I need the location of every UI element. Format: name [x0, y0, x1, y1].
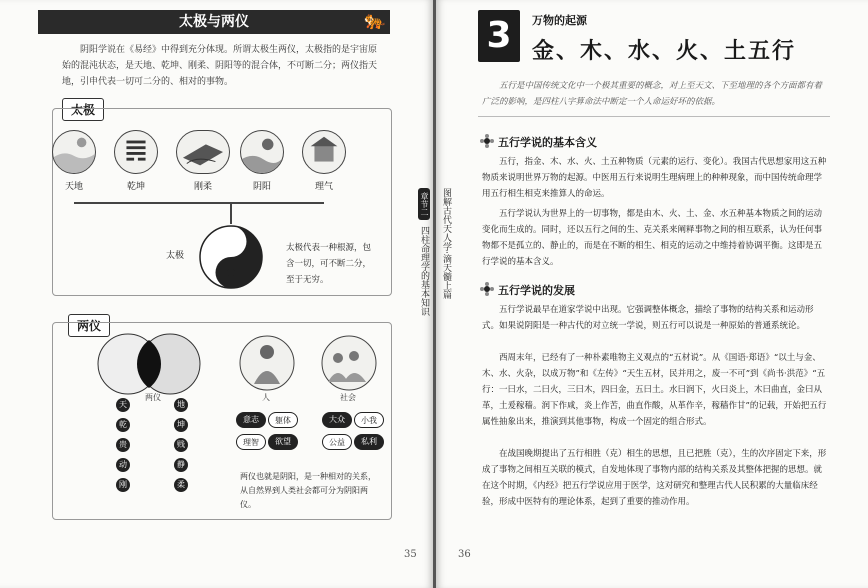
she-tag-4: 私利: [354, 434, 384, 450]
left-col-item-2: 乾: [116, 418, 130, 432]
yinyang-landscape-illustration: [240, 130, 284, 174]
section1-title: 五行学说的基本含义: [498, 136, 597, 149]
taiji-symbol-icon: [198, 224, 264, 290]
ren-tag-1: 意志: [236, 412, 266, 428]
liqi-illustration: [302, 130, 346, 174]
qiankun-illustration: [114, 130, 158, 174]
section2-heading: [480, 282, 575, 298]
she-label: 社会: [340, 393, 356, 402]
liangyi-section-label: 两仪: [68, 314, 110, 337]
she-tag-3: 公益: [322, 434, 352, 450]
circle-label-gangrou: 刚柔: [193, 182, 212, 192]
right-col-item-4: 静: [174, 458, 188, 472]
circle-label-liqi: 理气: [314, 182, 333, 192]
right-col-item-2: 坤: [174, 418, 188, 432]
book-title: 图解古代天人学·滴天髓上篇: [441, 188, 451, 299]
tiandi-illustration: [52, 130, 96, 174]
left-header: 太极与两仪: [38, 10, 390, 34]
section-flower-icon: [480, 134, 494, 148]
ren-tag-3: 理智: [236, 434, 266, 450]
section1-paragraph-2: 五行学说认为世界上的一切事物，都是由木、火、土、金、水五种基本物质之间的运动变化而生成的。同时，还以五行之间的生、克关系来阐释事物之间的相互联系，认为任何事物都不是孤立的、静止的，而是在不断的相生、相克的运动之中维持着协调平衡。这即是五行学说的基本含义。: [482, 209, 823, 267]
liangyi-column-label: 两仪: [145, 393, 161, 402]
she-tag-1: 大众: [322, 412, 352, 428]
right-col-item-1: 地: [174, 398, 188, 412]
liangyi-note: 两仪也就是阴阳，是一种相对的关系，从自然界到人类社会都可分为阴阳两仪。: [240, 472, 376, 509]
gangrou-illustration: [176, 130, 230, 174]
ren-label: 人: [262, 393, 270, 402]
section2-paragraph-2: 西周末年，已经有了一种朴素唯物主义观点的“五材说”。从《国语·郑语》“以土与金、木、水、火杂，以成万物”和《左传》“天生五材，民并用之，废一不可”到《尚书·洪范》“五行：一曰水，二曰火，三曰木，四曰金，五曰土。水曰润下，火曰炎上，木曰曲直，金曰从革，土爰稼穑。润下作咸，炎上作苦，曲直作酸，从革作辛，稼穑作甘”的记载，开始把五行属性抽象出来，推演到其他事物，构成一个固定的组合形式。: [482, 353, 827, 427]
tiger-emblem-right-icon: 🐅: [363, 10, 387, 31]
book-title-strip: [440, 188, 452, 299]
chapter-title: 四柱命理学的基本知识: [419, 226, 429, 316]
intro-divider: [478, 116, 830, 117]
ren-tag-4: 欲望: [268, 434, 298, 450]
chapter-number: 3: [478, 10, 520, 62]
section2-paragraph-3: 在战国晚期提出了五行相胜（克）相生的思想，且已把胜（克），生的次序固定下来，形成了事物之间相互关联的模式，自发地体现了事物内部的结构关系及其整体把握的思想。就在这个时期，《内经》把五行学说应用于医学，这对研究和整理古代人民积累的大量临床经验，形成中医特有的理论体系，起到了重要的推动作用。: [482, 449, 827, 507]
right-col-item-5: 柔: [174, 478, 188, 492]
left-col-item-1: 天: [116, 398, 130, 412]
circle-label-yinyang: 阴阳: [252, 182, 271, 192]
left-intro-paragraph: 阴阳学说在《易经》中得到充分体现。所谓太极生两仪，太极指的是宇宙原始的混沌状态，是天地、乾坤、刚柔、阴阳等的混合体，不可断二分；两仪指天地，引申代表一切可二分的、相对的事物。: [62, 45, 378, 87]
section-flower-icon: [480, 282, 494, 296]
taiji-note: 太极代表一种根源，包含一切，可不断二分，至于无穷。: [286, 243, 372, 285]
section1-heading: [480, 134, 597, 150]
left-col-item-4: 动: [116, 458, 130, 472]
circle-label-qiankun: 乾坤: [126, 182, 145, 192]
taiji-branch-line: [74, 202, 324, 204]
taiji-center-label: 太极: [166, 251, 185, 261]
taiji-stem-line: [230, 202, 232, 224]
section2-paragraph-1: 五行学说最早在道家学说中出现。它强调整体概念，描绘了事物的结构关系和运动形式。如果说阴阳是一种古代的对立统一学说，则五行可以说是一种原始的普通系统论。: [482, 305, 814, 331]
right-page-number: 36: [458, 549, 471, 560]
section1-paragraph-1: 五行，指金、木、水、火、土五种物质（元素的运行、变化）。我国古代思想家用这五种物质来说明世界万物的起源。中医用五行来说明生理病理上的种种现象，而中国传统命理学用五行相生相克来推算人的命运。: [482, 157, 827, 199]
ren-tag-2: 躯体: [268, 412, 298, 428]
person-illustration: [236, 334, 298, 392]
society-illustration: [318, 334, 380, 392]
left-page-number: 35: [404, 549, 417, 560]
right-intro-paragraph: 五行是中国传统文化中一个极其重要的概念，对上至天文、下至地理的各个方面都有着广泛的影响，是四柱八字算命法中断定一个人命运好坏的依据。: [482, 81, 823, 107]
right-subtitle: 万物的起源: [532, 14, 587, 27]
circle-label-tiandi: 天地: [64, 182, 83, 192]
chapter-label: 章节二: [418, 188, 430, 220]
right-title: 金、木、水、火、土五行: [532, 38, 797, 64]
taiji-section-label: 太极: [62, 98, 104, 121]
she-tag-2: 小我: [354, 412, 384, 428]
liangyi-yin-yang-illustration: [96, 332, 202, 396]
left-col-item-3: 贵: [116, 438, 130, 452]
right-col-item-3: 贱: [174, 438, 188, 452]
section2-title: 五行学说的发展: [498, 284, 575, 297]
left-col-item-5: 刚: [116, 478, 130, 492]
chapter-label-strip: [418, 188, 430, 316]
